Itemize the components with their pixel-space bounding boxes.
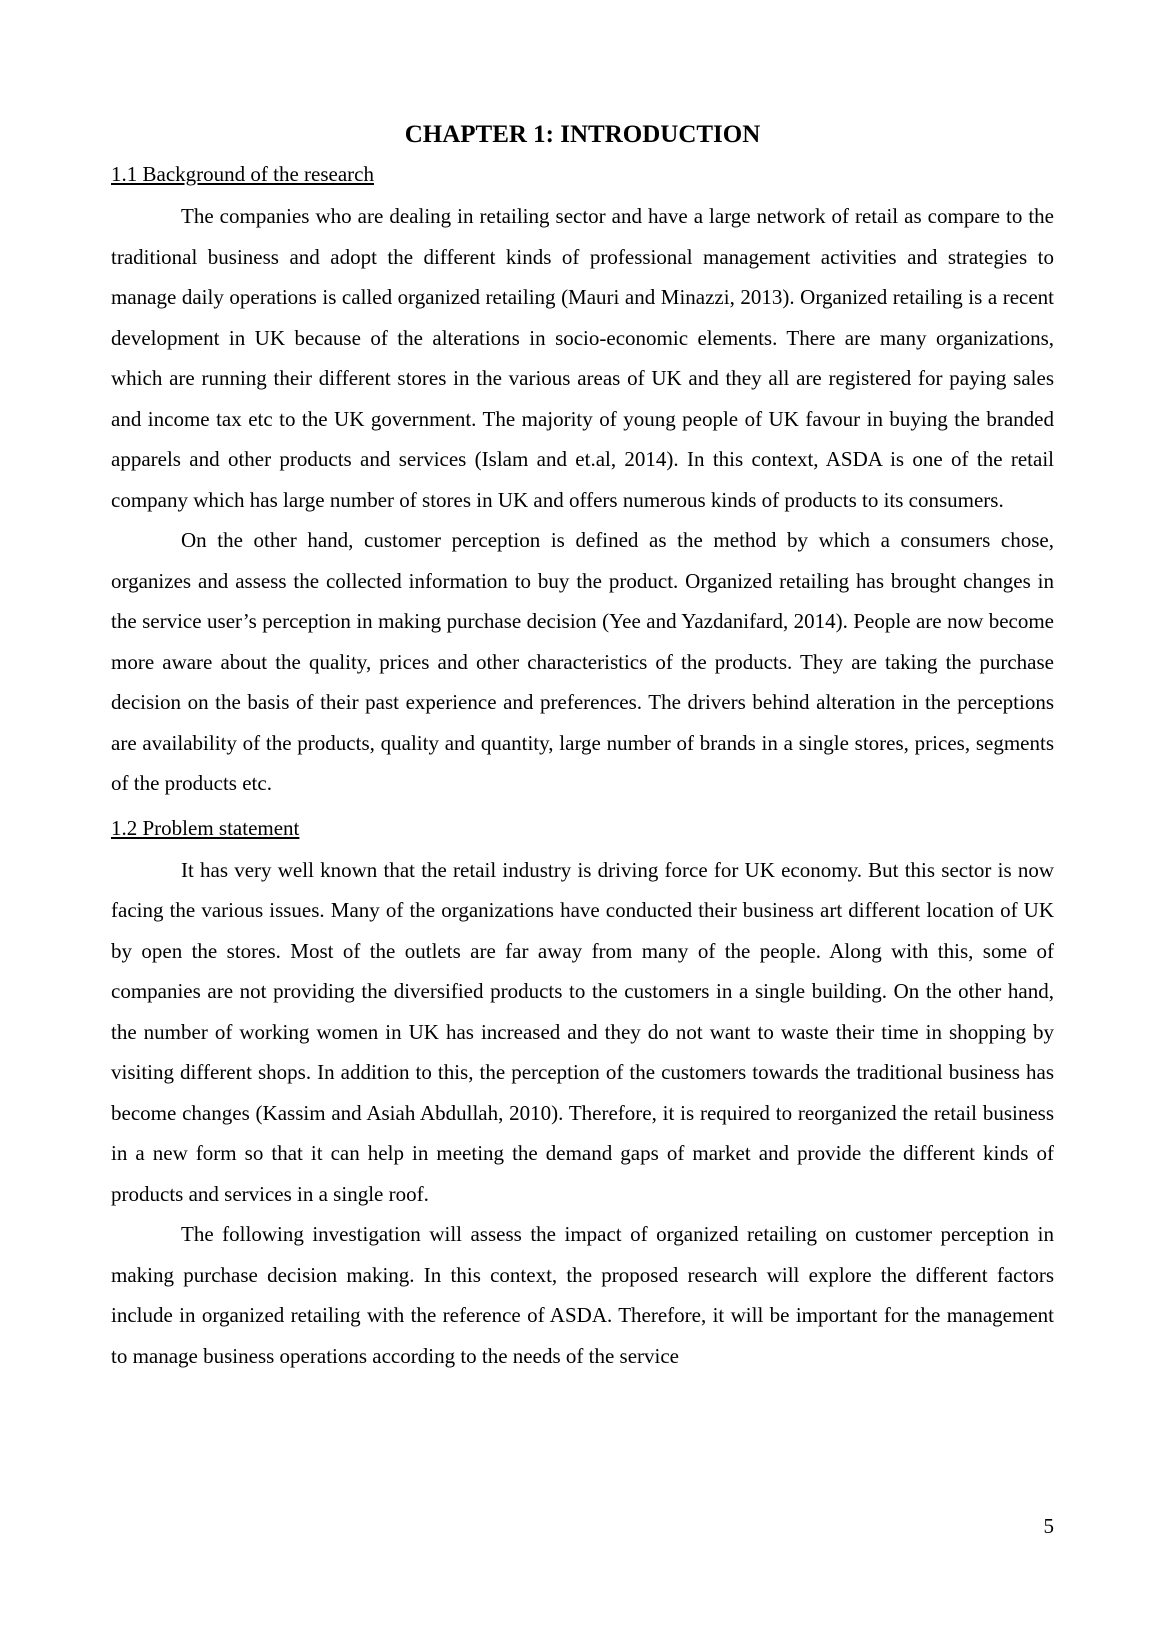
chapter-title: CHAPTER 1: INTRODUCTION	[404, 121, 761, 148]
section-background	[111, 160, 1054, 804]
paragraph: On the other hand, customer perception is defined as the method by which a consumers chose, organizes and assess the collected information to buy the product. Organized retailing has brought changes in the service user’s perception in making purchase decision (Yee and Yazdanifard, 2014). People are now become more aware about the quality, prices and other characteristics of the products. They are taking the purchase decision on the basis of their past experience and preferences. The drivers behind alteration in the perceptions are availability of the products, quality and quantity, large number of brands in a single stores, prices, segments of the products etc.	[111, 528, 1054, 795]
section-gap	[111, 804, 1054, 814]
section-heading-problem-statement: 1.2 Problem statement	[111, 815, 300, 840]
section-problem-statement	[111, 814, 1054, 1377]
paragraph: The companies who are dealing in retailing sector and have a large network of retail as compare to the traditional business and adopt the different kinds of professional management activities and strategies to manage daily operations is called organized retailing (Mauri and Minazzi, 2013). Organized retailing is a recent development in UK because of the alterations in socio-economic elements. There are many organizations, which are running their different stores in the various areas of UK and they all are registered for paying sales and income tax etc to the UK government. The majority of young people of UK favour in buying the branded apparels and other products and services (Islam and et.al, 2014). In this context, ASDA is one of the retail company which has large number of stores in UK and offers numerous kinds of products to its consumers.	[111, 204, 1054, 512]
section-heading-background: 1.1 Background of the research	[111, 162, 374, 186]
page-number: 5	[1043, 1514, 1054, 1538]
page-content	[111, 118, 1054, 1376]
paragraph: It has very well known that the retail industry is driving force for UK economy. But this sector is now facing the various issues. Many of the organizations have conducted their business art different location of UK by open the stores. Most of the outlets are far away from many of the people. Along with this, some of companies are not providing the diversified products to the customers in a single building. On the other hand, the number of working women in UK has increased and they do not want to waste their time in shopping by visiting different shops. In addition to this, the perception of the customers towards the traditional business has become changes (Kassim and Asiah Abdullah, 2010). Therefore, it is required to reorganized the retail business in a new form so that it can help in meeting the demand gaps of market and provide the different kinds of products and services in a single roof.	[111, 857, 1054, 1206]
paragraph: The following investigation will assess the impact of organized retailing on customer perception in making purchase decision making. In this context, the proposed research will explore the different factors include in organized retailing with the reference of ASDA. Therefore, it will be important for the management to manage business operations according to the needs of the service	[111, 1222, 1054, 1368]
